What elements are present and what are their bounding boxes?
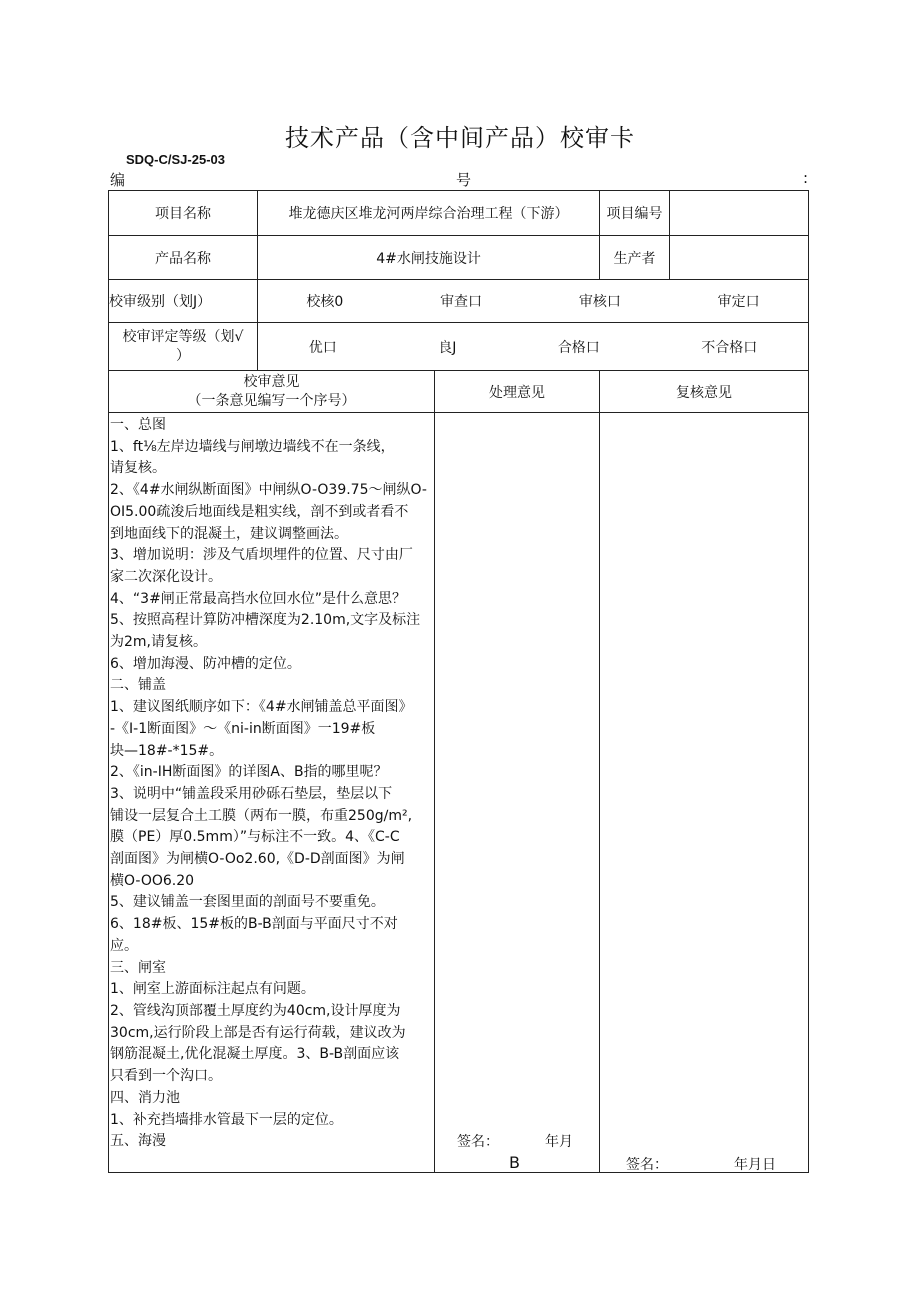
producer-label: 生产者 xyxy=(600,236,670,280)
opinion-line: 钢筋混凝土,优化混凝土厚度。3、B-B剖面应该 xyxy=(110,1046,400,1063)
opinion-list xyxy=(110,415,434,1153)
review-level-option: 校核0 xyxy=(306,294,344,310)
opinion-line: 5、按照高程计算防冲槽深度为2.10m,文字及标注 xyxy=(110,612,421,629)
number-label-mid: 号 xyxy=(456,171,472,189)
opinion-line: 铺设一层复合土工膜（两布一膜，布重250g∕m², xyxy=(110,807,413,824)
rating-option: 合格口 xyxy=(557,339,600,356)
recheck-column-header: 复核意见 xyxy=(600,371,809,413)
project-no-label: 项目编号 xyxy=(600,191,670,236)
opinion-line: 应。 xyxy=(110,937,138,954)
opinion-line: 3、说明中“铺盖段采用砂砾石垫层，垫层以下 xyxy=(110,785,393,802)
review-level-option: 审定口 xyxy=(717,294,760,310)
review-level-option: 审查口 xyxy=(440,294,483,310)
opinion-line: 5、建议铺盖一套图里面的剖面号不要重免。 xyxy=(110,894,385,911)
rating-option: 良J xyxy=(438,339,457,356)
rating-option: 不合格口 xyxy=(701,339,758,356)
opinion-line: 膜（PE）厚0.5mm）”与标注不一致。4、《C-C xyxy=(110,829,400,846)
producer-value xyxy=(670,236,809,280)
number-label-left: 编 xyxy=(110,171,126,189)
number-label-colon: : xyxy=(802,169,808,187)
handling-sign-label: 签名： xyxy=(457,1134,499,1150)
opinion-header-line2: （一条意见编写一个序号） xyxy=(187,392,356,409)
handling-column-header: 处理意见 xyxy=(435,371,600,413)
handling-date-label: 年月 xyxy=(545,1134,573,1150)
opinion-line: 3、增加说明：涉及气盾坝埋件的位置、尺寸由厂 xyxy=(110,547,413,564)
rating-label xyxy=(109,323,258,371)
opinion-line: 家二次深化设计。 xyxy=(110,568,222,585)
project-no-value xyxy=(670,191,809,236)
opinion-line: 到地面线下的混凝土，建议调整画法。 xyxy=(110,525,348,542)
opinion-line: 一、总图 xyxy=(110,417,166,433)
number-row xyxy=(108,169,808,189)
project-name-value: 堆龙德庆区堆龙河两岸综合治理工程（下游） xyxy=(258,191,600,236)
rating-label-line1: 校审评定等级（划√ xyxy=(122,328,244,345)
project-name-label: 项目名称 xyxy=(109,191,258,236)
handling-extra-mark: B xyxy=(509,1153,520,1172)
opinion-line: 2、《in-IH断面图》的详图A、B指的哪里呢？ xyxy=(110,764,388,781)
review-level-label: 校审级别（划J） xyxy=(109,280,258,323)
review-level-options xyxy=(258,280,809,323)
opinion-line: 只看到一个沟口。 xyxy=(110,1068,222,1085)
opinion-content xyxy=(109,413,435,1173)
opinion-line: OI5.00疏浚后地面线是粗实线，剖不到或者看不 xyxy=(110,503,409,520)
opinion-line: 6、增加海漫、防冲槽的定位。 xyxy=(110,655,301,672)
opinion-line: 4、“3#闸正常最高挡水位回水位”是什么意思？ xyxy=(110,590,407,607)
recheck-date-label: 年月日 xyxy=(734,1157,777,1173)
opinion-line: 2、《4#水闸纵断面图》中闸纵O-O39.75～闸纵O- xyxy=(110,482,427,499)
handling-content xyxy=(435,413,600,1173)
opinion-line: 1、补充挡墙排水管最下一层的定位。 xyxy=(110,1111,343,1128)
opinion-line: 1、闸室上游面标注起点有问题。 xyxy=(110,981,315,998)
product-name-value: 4#水闸技施设计 xyxy=(258,236,600,280)
opinion-line: 30cm,运行阶段上部是否有运行荷载，建议改为 xyxy=(110,1024,406,1041)
opinion-line: 2、管线沟顶部覆土厚度约为40cm,设计厚度为 xyxy=(110,1002,401,1019)
product-name-label: 产品名称 xyxy=(109,236,258,280)
form-code: SDQ-C/SJ-25-03 xyxy=(126,152,225,167)
opinion-line: -《I-1断面图》～《ni-in断面图》一19#板 xyxy=(110,720,376,737)
rating-label-line2: ） xyxy=(176,347,190,364)
recheck-content xyxy=(600,413,809,1173)
opinion-header-line1: 校审意见 xyxy=(243,373,300,390)
review-level-option: 审核口 xyxy=(578,294,621,310)
opinion-line: 块—18#-*15#。 xyxy=(110,742,224,759)
opinion-line: 1、建议图纸顺序如下：《4#水闸铺盖总平面图》 xyxy=(110,699,413,716)
opinion-line: 为2m,请复核。 xyxy=(110,634,207,651)
opinion-column-header xyxy=(109,371,435,413)
recheck-sign-label: 签名： xyxy=(626,1157,669,1173)
opinion-line: 横O-OO6.20 xyxy=(110,872,195,889)
opinion-line: 二、铺盖 xyxy=(110,677,166,694)
opinion-line: 五、海漫 xyxy=(110,1133,166,1150)
page-title: 技术产品（含中间产品）校审卡 xyxy=(285,124,635,152)
rating-option: 优口 xyxy=(308,339,337,356)
review-card-table xyxy=(108,190,809,1173)
rating-options xyxy=(258,323,809,371)
opinion-line: 6、18#板、15#板的B-B剖面与平面尺寸不对 xyxy=(110,916,398,933)
opinion-line: 三、闸室 xyxy=(110,959,166,976)
opinion-line: 剖面图》为闸横O-Oo2.60,《D-D剖面图》为闸 xyxy=(110,851,405,868)
opinion-line: 四、消力池 xyxy=(110,1089,180,1106)
opinion-line: 1、ft⅛左岸边墙线与闸墩边墙线不在一条线， xyxy=(110,438,395,455)
opinion-line: 请复核。 xyxy=(110,460,166,477)
